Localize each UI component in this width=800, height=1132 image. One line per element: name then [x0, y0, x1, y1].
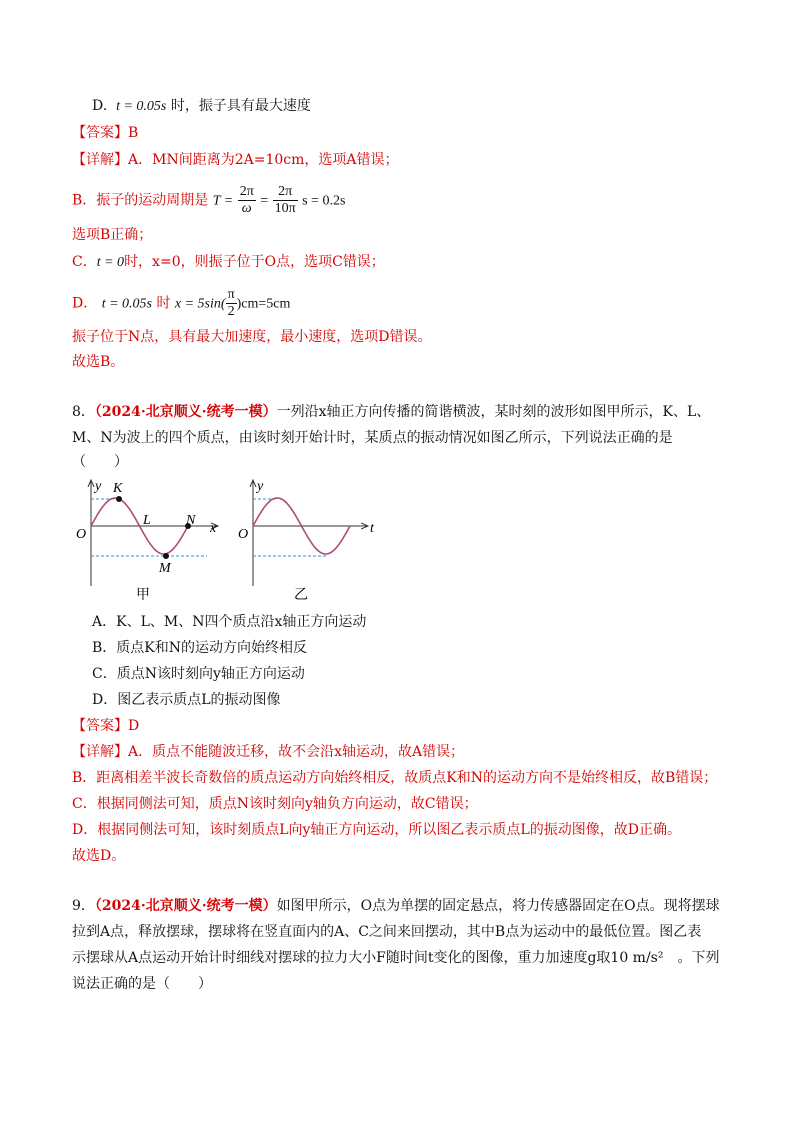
q8-stem-line1: 8．（2024·北京顺义·统考一模）一列沿x轴正方向传播的简谐横波，某时刻的波形如图甲所示，K、L、 — [72, 404, 711, 420]
q8-option-b: B．质点K和N的运动方向始终相反 — [92, 640, 307, 656]
q8-detail-b: B．距离相差半波长奇数倍的质点运动方向始终相反，故质点K和N的运动方向不是始终相反，故B错误； — [72, 770, 718, 786]
axis-t-label: t — [370, 521, 374, 536]
label-l: L — [143, 513, 151, 528]
q8-detail-a: 【详解】A．质点不能随波迁移，故不会沿x轴运动，故A错误； — [72, 744, 465, 760]
q8-option-a: A．K、L、M、N四个质点沿x轴正方向运动 — [92, 614, 367, 630]
origin-label: O — [76, 527, 87, 542]
q8-option-c: C．质点N该时刻向y轴正方向运动 — [92, 666, 305, 682]
axis-y-label: y — [257, 479, 264, 494]
q7-detail-b-cont: 选项B正确； — [72, 227, 153, 243]
label-n: N — [186, 513, 196, 528]
q8-conclusion: 故选D。 — [72, 848, 126, 864]
wave-figure-b — [234, 476, 394, 606]
q7-detail-d-cont: 振子位于N点，具有最大加速度，最小速度，选项D错误。 — [72, 329, 432, 345]
q8-answer: 【答案】D — [72, 718, 140, 734]
q7-detail-c: C．t = 0时，x=0，则振子位于O点，选项C错误； — [72, 254, 385, 270]
figure-caption: 甲 — [136, 588, 150, 603]
q8-option-d: D．图乙表示质点L的振动图像 — [92, 692, 281, 708]
q9-stem-line2: 拉到A点，释放摆球，摆球将在竖直面内的A、C之间来回摆动，其中B点为运动中的最低位置。图乙表 — [72, 924, 702, 940]
q8-stem-line2: M、N为波上的四个质点，由该时刻开始计时，某质点的振动情况如图乙所示，下列说法正确的是 — [72, 430, 673, 446]
q9-stem-line3: 示摆球从A点运动开始计时细线对摆球的拉力大小F随时间t变化的图像，重力加速度g取10 m/s² 。下列 — [72, 950, 720, 966]
q7-conclusion: 故选B。 — [72, 354, 125, 370]
q8-detail-c: C．根据同侧法可知，质点N该时刻向y轴负方向运动，故C错误； — [72, 796, 478, 812]
q7-option-d: D. t = 0.05s 时，振子具有最大速度 — [92, 98, 311, 114]
fraction: $\frac{2\pi}{\omega}$ — [239, 184, 254, 216]
fraction: $\frac{\pi}{2}$ — [227, 287, 235, 319]
q9-stem-line4: 说法正确的是（ ） — [72, 976, 212, 992]
q8-answer-blank: （ ） — [72, 454, 128, 470]
q7-answer: 【答案】B — [72, 125, 139, 141]
q8-detail-d: D．根据同侧法可知，该时刻质点L向y轴正方向运动，所以图乙表示质点L的振动图像，故D正确。 — [72, 822, 681, 838]
point-k — [116, 496, 122, 502]
wave-figure-a — [72, 476, 232, 606]
label-m: M — [159, 561, 171, 576]
fraction: $\frac{2\pi}{10\pi}$ — [274, 184, 296, 216]
q9-stem-line1: 9．（2024·北京顺义·统考一模）如图甲所示，O点为单摆的固定悬点，将力传感器固定在O点。现将摆球 — [72, 898, 720, 914]
q7-detail-d: D． t = 0.05s 时 x = 5sin( $\frac{\pi}{2}$ )cm=5cm — [72, 287, 291, 319]
axis-y-label: y — [95, 479, 102, 494]
q7-detail-a: 【详解】A．MN间距离为2A=10cm，选项A错误； — [72, 152, 399, 168]
point-m — [163, 553, 169, 559]
axis-x-label: x — [210, 521, 217, 536]
label-k: K — [113, 481, 123, 496]
figure-caption: 乙 — [294, 588, 308, 603]
q7-detail-b: B．振子的运动周期是 T = $\frac{2\pi}{\omega}$ = $\frac{2\pi}{10\pi}$ s = 0.2s — [72, 184, 346, 216]
origin-label: O — [238, 527, 249, 542]
